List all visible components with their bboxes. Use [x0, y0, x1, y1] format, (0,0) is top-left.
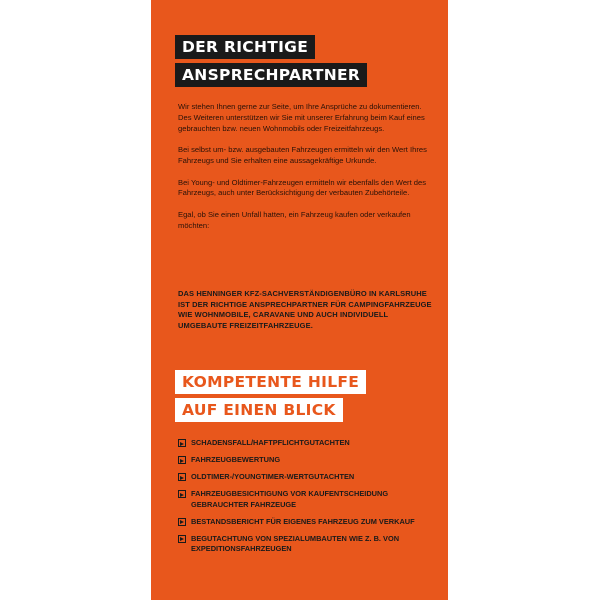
list-item — [178, 438, 433, 449]
heading-line: DER RICHTIGE — [175, 35, 315, 59]
services-list — [178, 438, 433, 561]
list-item-label: OLDTIMER-/YOUNGTIMER-WERTGUTACHTEN — [191, 472, 355, 481]
list-item — [178, 517, 433, 528]
bold-statement: DAS HENNINGER KFZ-SACHVERSTÄNDIGENBÜRO IN KARLSRUHE IST DER RICHTIGE ANSPRECHPARTNER FÜR CAMPINGFAHRZEUGE WIE WOHNMOBILE, CARAVANE UND AUCH INDIVIDUELL UMGEBAUTE FREIZEITFAHRZEUGE. — [178, 289, 432, 330]
arrow-icon — [178, 456, 186, 464]
heading-line: ANSPRECHPARTNER — [175, 63, 367, 87]
heading-right-contact — [175, 35, 367, 91]
list-item-label: FAHRZEUGBESICHTIGUNG VOR KAUFENTSCHEIDUNG GEBRAUCHTER FAHRZEUGE — [191, 489, 389, 509]
heading-line: AUF EINEN BLICK — [175, 398, 343, 422]
arrow-icon — [178, 473, 186, 481]
list-item — [178, 455, 433, 466]
paragraph: Bei Young- und Oldtimer-Fahrzeugen ermitteln wir ebenfalls den Wert des Fahrzeugs, auch unter Berücksichtigung der verbauten Zubehörteile. — [178, 177, 427, 198]
paragraph: Bei selbst um- bzw. ausgebauten Fahrzeugen ermitteln wir den Wert Ihres Fahrzeugs und Sie erhalten eine aussagekräftige Urkunde. — [178, 145, 427, 165]
list-item — [178, 489, 433, 510]
heading-line: KOMPETENTE HILFE — [175, 370, 366, 394]
paragraph: Wir stehen Ihnen gerne zur Seite, um Ihre Ansprüche zu dokumentieren. Des Weiteren unterstützen wir Sie mit unserer Erfahrung beim Kauf eines gebrauchten bzw. neuen Wohnmobils oder Freizeitfahrzeugs. — [178, 102, 425, 133]
arrow-icon — [178, 490, 186, 498]
paragraph: Egal, ob Sie einen Unfall hatten, ein Fahrzeug kaufen oder verkaufen möchten: — [178, 209, 411, 230]
heading-competent-help — [175, 370, 366, 426]
arrow-icon — [178, 518, 186, 526]
arrow-icon — [178, 439, 186, 447]
arrow-icon — [178, 535, 186, 543]
intro-text — [178, 102, 428, 242]
list-item-label: BEGUTACHTUNG VON SPEZIALUMBAUTEN WIE Z. B. VON EXPEDITIONSFAHRZEUGEN — [191, 533, 400, 553]
list-item — [178, 472, 433, 483]
list-item-label: BESTANDSBERICHT FÜR EIGENES FAHRZEUG ZUM VERKAUF — [191, 516, 415, 526]
brochure-panel — [151, 0, 448, 600]
list-item-label: SCHADENSFALL/HAFTPFLICHTGUTACHTEN — [191, 438, 350, 447]
list-item-label: FAHRZEUGBEWERTUNG — [191, 455, 281, 464]
list-item — [178, 534, 433, 555]
